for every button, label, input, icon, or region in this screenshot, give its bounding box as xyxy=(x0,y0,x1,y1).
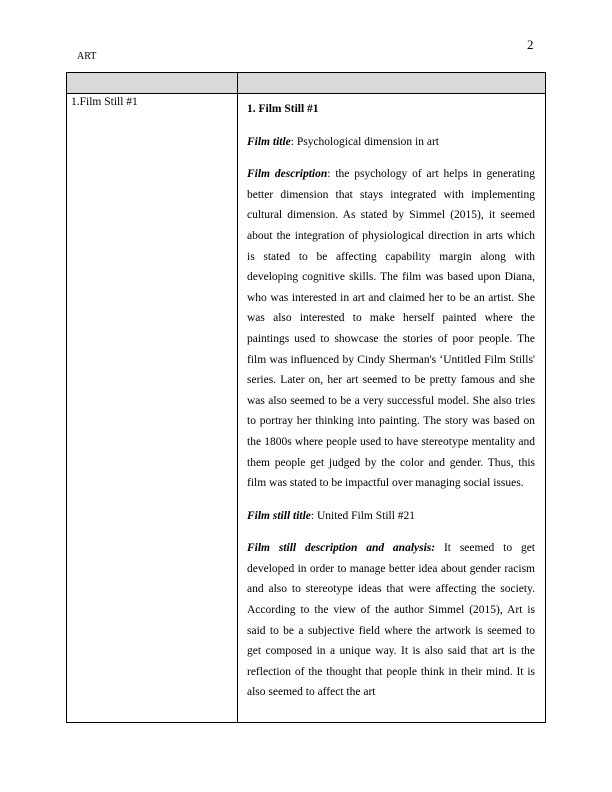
right-cell xyxy=(238,94,546,723)
film-description-text: : the psychology of art helps in generating better dimension that stays integrated with implementing cultural dimension. As stated by Simmel (2015), it seemed about the integration of physiological direction in arts which is stated to be affecting capability margin along with developing cognitive skills. The film was based upon Diana, who was interested in art and claimed her to be an artist. She was also interested to make herself painted where the paintings used to showcase the stories of poor people. The film was influenced by Cindy Sherman's ‘Untitled Film Stills' series. Later on, her art seemed to be pretty famous and she was also seemed to be a very successful model. She also tries to portray her thinking into painting. The story was based on the 1800s where people used to have stereotype mentality and them people get judged by the color and gender. Thus, this film was stated to be impactful over managing social issues. xyxy=(247,168,535,490)
film-description-label: Film description xyxy=(247,168,328,181)
film-title-value: : Psychological dimension in art xyxy=(290,135,439,148)
table-header-row xyxy=(67,73,546,94)
film-still-title-value: : United Film Still #21 xyxy=(310,509,416,522)
running-head: ART xyxy=(77,51,97,62)
table-row xyxy=(67,94,546,723)
table-header-cell-left xyxy=(67,73,238,94)
film-title-label: Film title xyxy=(247,135,291,148)
film-still-analysis-paragraph xyxy=(247,538,535,703)
film-still-analysis-label: Film still description and analysis: xyxy=(247,542,436,555)
left-cell-label: 1.Film Still #1 xyxy=(71,96,138,108)
film-still-table xyxy=(66,72,546,723)
page-number: 2 xyxy=(527,37,534,52)
left-cell xyxy=(67,94,238,723)
film-description-paragraph xyxy=(247,164,535,494)
section-heading: 1. Film Still #1 xyxy=(247,103,319,115)
film-still-title-paragraph xyxy=(247,506,535,527)
film-still-analysis-text: It seemed to get developed in order to manage better idea about gender racism and also to stereotype ideas that were affecting the society. According to the view of the author Simmel (2015), Art is said to be a subjective field where the artwork is seemed to get composed in a unique way. It is also said that art is the reflection of the thought that people think in their mind. It is also seemed to affect the art xyxy=(247,542,535,699)
film-title-paragraph xyxy=(247,132,535,153)
table-header-cell-right xyxy=(238,73,546,94)
film-still-title-label: Film still title xyxy=(247,509,311,522)
